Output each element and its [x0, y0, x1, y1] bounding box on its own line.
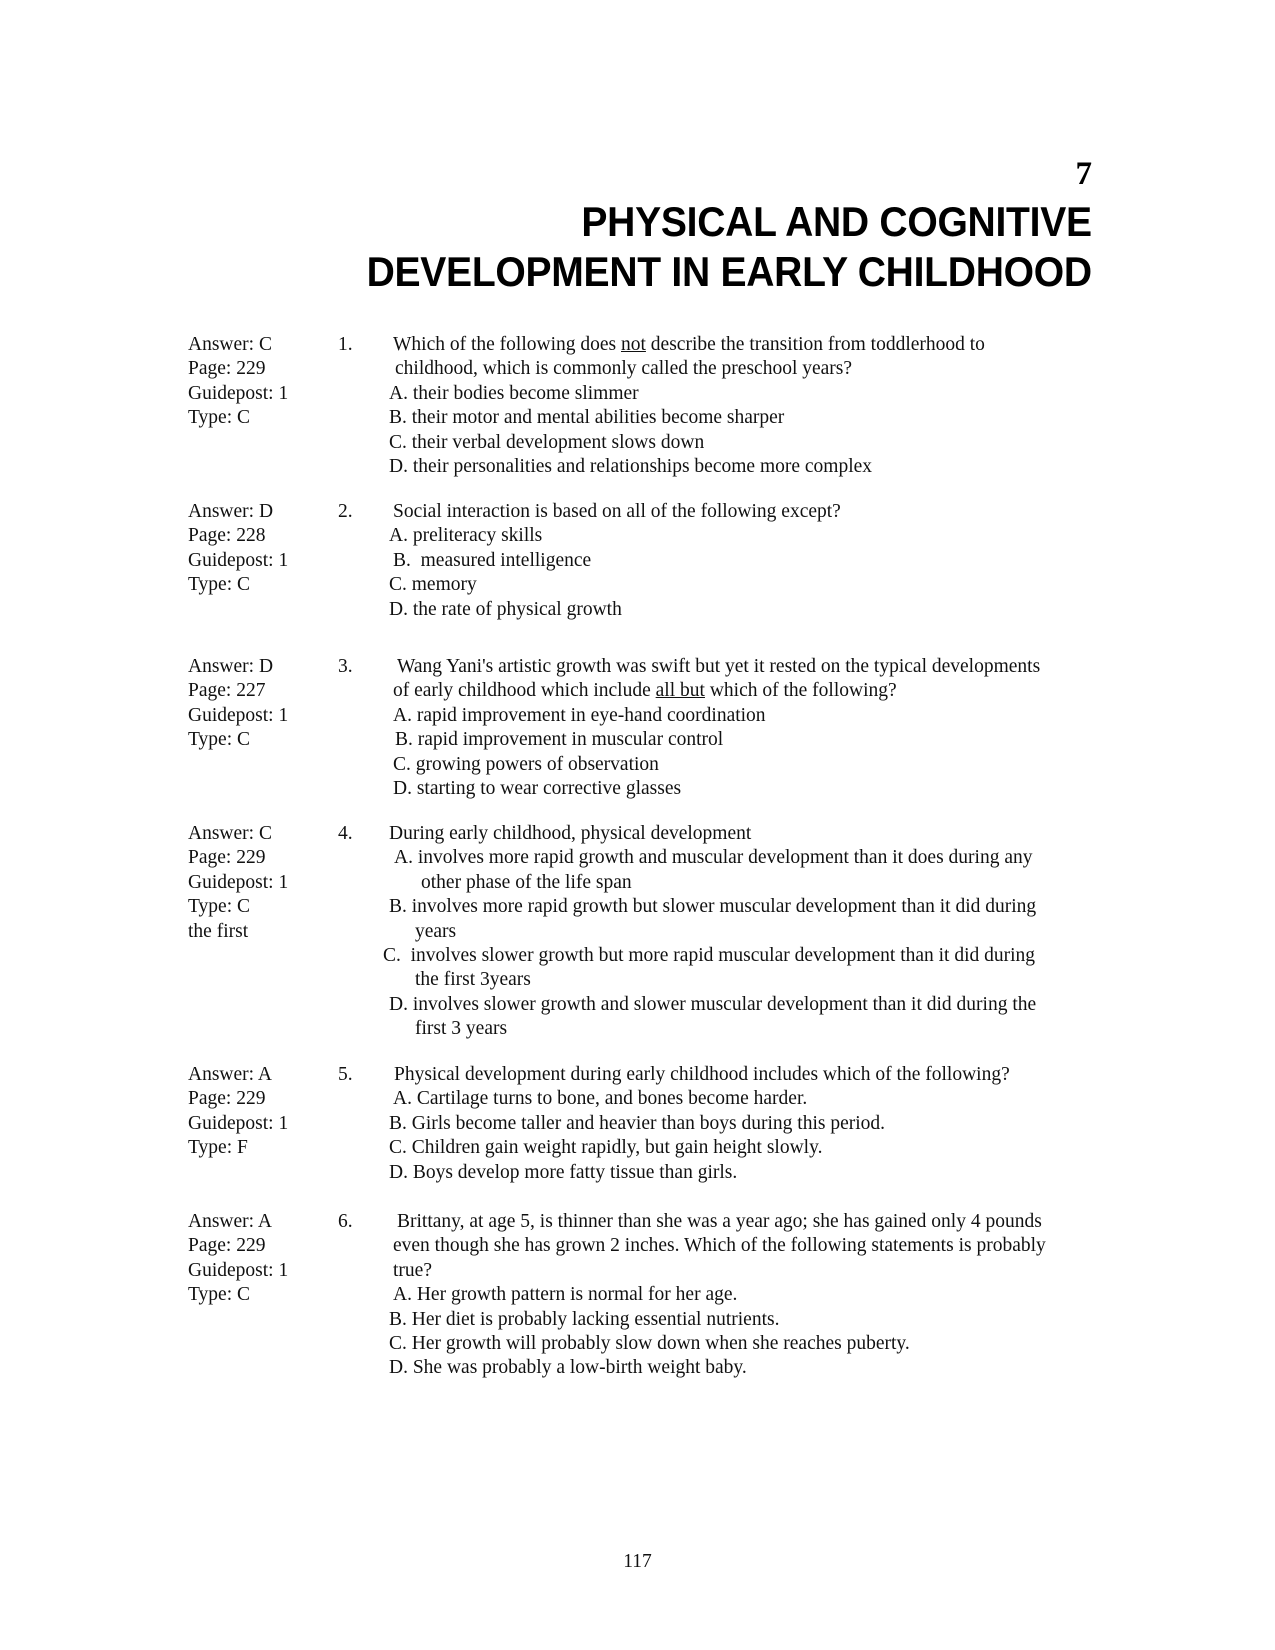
option-d: D. their personalities and relationships become more complex: [389, 456, 873, 478]
option-b: B. rapid improvement in muscular control: [395, 729, 724, 751]
question-stem-continued: even though she has grown 2 inches. Which of the following statements is probably: [393, 1235, 1046, 1257]
page-ref: Page: 229: [188, 847, 266, 869]
meta-stray-text: the first: [188, 920, 249, 942]
option-d: D. She was probably a low-birth weight baby.: [389, 1357, 747, 1379]
option-b-continued: years: [415, 920, 457, 942]
answer-key: Answer: C: [188, 334, 272, 355]
answer-key: Answer: D: [188, 501, 274, 522]
guidepost: Guidepost: 1: [188, 549, 289, 571]
stem-text: describe the transition from toddlerhood to: [645, 334, 985, 355]
question-meta: [188, 500, 328, 598]
option-b: B. involves more rapid growth but slower muscular development than it did during: [389, 896, 1037, 918]
option-c-continued: the first 3years: [415, 969, 531, 991]
question-meta: [188, 1210, 328, 1308]
page-ref: Page: 228: [188, 525, 266, 547]
question-body: [393, 655, 1093, 801]
option-b: B. their motor and mental abilities become sharper: [389, 407, 785, 429]
question-meta: [188, 822, 328, 944]
answer-key: Answer: A: [188, 1064, 272, 1085]
question-type: Type: C: [188, 407, 251, 429]
question-body: [389, 1210, 1093, 1381]
option-d: D. starting to wear corrective glasses: [393, 778, 682, 800]
stem-emphasis: all but: [655, 680, 705, 702]
guidepost: Guidepost: 1: [188, 871, 289, 893]
question-stem-continued: [393, 679, 1093, 703]
guidepost: Guidepost: 1: [188, 382, 289, 404]
stem-text: of early childhood which include: [393, 680, 656, 702]
question-stem: [393, 333, 1093, 357]
question-stem: Physical development during early childhood includes which of the following?: [394, 1064, 1010, 1085]
question-meta: [188, 1063, 328, 1161]
question-body: [389, 500, 1093, 622]
guidepost: Guidepost: 1: [188, 1112, 289, 1134]
question-stem-continued: childhood, which is commonly called the preschool years?: [395, 358, 853, 380]
question-type: Type: C: [188, 1284, 251, 1306]
option-c: C. memory: [389, 574, 477, 596]
option-b: B. Her diet is probably lacking essential nutrients.: [389, 1308, 780, 1330]
option-a: A. involves more rapid growth and muscular development than it does during any: [394, 847, 1033, 869]
page-ref: Page: 229: [188, 1235, 266, 1257]
option-a: A. Cartilage turns to bone, and bones become harder.: [393, 1088, 808, 1110]
option-c: C. Children gain weight rapidly, but gain height slowly.: [389, 1137, 823, 1159]
option-c: C. their verbal development slows down: [389, 431, 705, 453]
answer-key: Answer: C: [188, 823, 272, 844]
question-body: [389, 1063, 1093, 1185]
question-type: Type: C: [188, 729, 251, 751]
question-type: Type: C: [188, 574, 251, 596]
guidepost: Guidepost: 1: [188, 1259, 289, 1281]
chapter-title: [367, 197, 1092, 297]
question-body: [389, 333, 1093, 479]
option-c: C. involves slower growth but more rapid muscular development than it did during: [383, 945, 1036, 967]
option-d: D. Boys develop more fatty tissue than girls.: [389, 1161, 738, 1183]
question-type: Type: F: [188, 1137, 248, 1159]
question-number: 3.: [338, 656, 353, 677]
stem-text: Which of the following does: [393, 334, 621, 355]
question-number: 6.: [338, 1211, 353, 1232]
stem-emphasis: not: [621, 334, 646, 355]
option-d: D. the rate of physical growth: [389, 598, 622, 620]
question-number: 5.: [338, 1064, 353, 1085]
chapter-title-line-2: DEVELOPMENT IN EARLY CHILDHOOD: [366, 248, 1092, 295]
question-type: Type: C: [188, 896, 251, 918]
chapter-title-line-1: PHYSICAL AND COGNITIVE: [581, 198, 1092, 245]
option-b: B. measured intelligence: [393, 549, 592, 571]
question-meta: [188, 655, 328, 753]
option-a-continued: other phase of the life span: [421, 871, 632, 893]
chapter-number: 7: [1075, 156, 1092, 192]
page-number: 117: [623, 1551, 652, 1572]
option-a: A. rapid improvement in eye-hand coordination: [393, 704, 766, 726]
guidepost: Guidepost: 1: [188, 704, 289, 726]
option-a: A. their bodies become slimmer: [389, 382, 639, 404]
question-stem: Social interaction is based on all of the following except?: [393, 501, 841, 522]
question-body: [383, 822, 1093, 1042]
option-b: B. Girls become taller and heavier than boys during this period.: [389, 1112, 886, 1134]
question-stem: Wang Yani's artistic growth was swift but yet it rested on the typical developments: [397, 656, 1041, 677]
stem-text: which of the following?: [704, 680, 897, 702]
option-a: A. Her growth pattern is normal for her age.: [393, 1284, 738, 1306]
option-d-continued: first 3 years: [415, 1018, 508, 1040]
question-stem-continued: true?: [393, 1259, 432, 1281]
question-number: 2.: [338, 501, 353, 522]
page-ref: Page: 229: [188, 358, 266, 380]
question-stem: Brittany, at age 5, is thinner than she was a year ago; she has gained only 4 pounds: [397, 1211, 1042, 1232]
question-number: 1.: [338, 334, 353, 355]
question-number: 4.: [338, 823, 353, 844]
option-c: C. growing powers of observation: [393, 753, 659, 775]
question-stem: During early childhood, physical development: [389, 823, 752, 844]
answer-key: Answer: D: [188, 656, 274, 677]
option-a: A. preliteracy skills: [389, 525, 543, 547]
page-ref: Page: 227: [188, 680, 266, 702]
option-c: C. Her growth will probably slow down when she reaches puberty.: [389, 1333, 910, 1355]
page-ref: Page: 229: [188, 1088, 266, 1110]
question-meta: [188, 333, 328, 431]
option-d: D. involves slower growth and slower muscular development than it did during the: [389, 993, 1037, 1015]
answer-key: Answer: A: [188, 1211, 272, 1232]
